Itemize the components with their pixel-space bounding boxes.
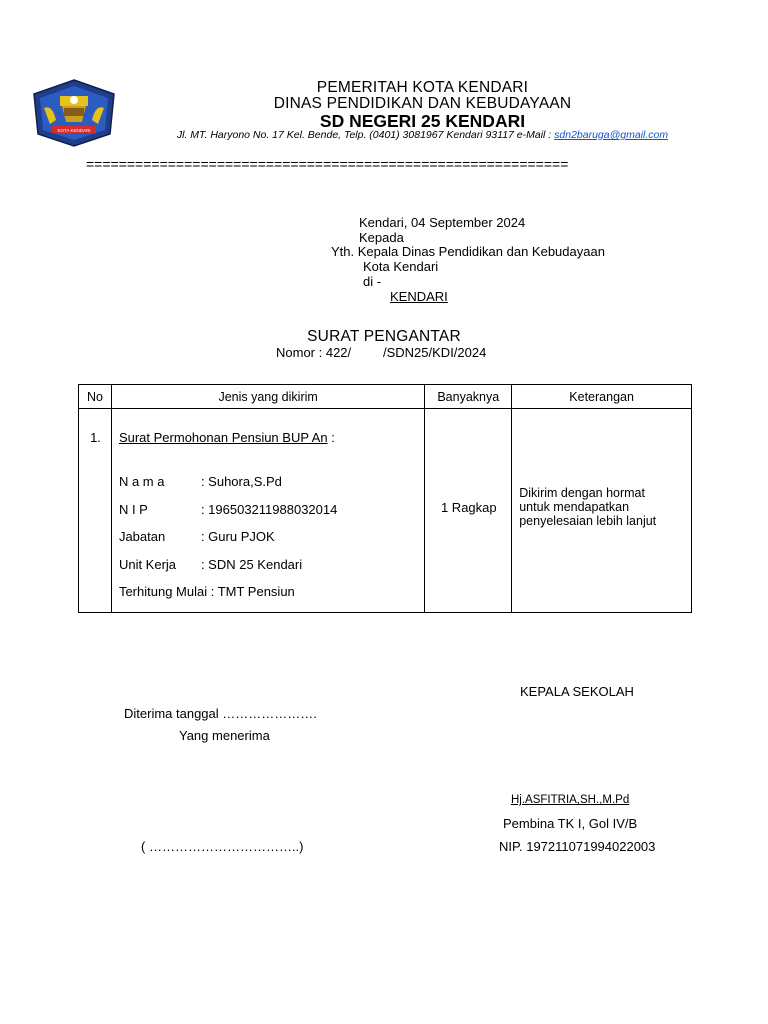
item-subject: Surat Permohonan Pensiun BUP An — [118, 430, 328, 445]
field-nama — [119, 474, 282, 489]
note-line: untuk mendapatkan — [519, 500, 630, 514]
received-date: Diterima tanggal …………………. — [124, 706, 317, 721]
receiver-signature-line: ( ……………………………..) — [141, 839, 304, 854]
field-value: : SDN 25 Kendari — [200, 557, 303, 572]
recipient-kepada: Kepada — [359, 230, 404, 245]
note-line: Dikirim dengan hormat — [519, 486, 645, 500]
letter-date: Kendari, 04 September 2024 — [359, 215, 526, 230]
field-jabatan — [119, 529, 275, 544]
header-separator: =========================================================== — [86, 156, 569, 172]
email-link[interactable]: sdn2baruga@gmail.com — [554, 129, 669, 141]
letter-number-label: Nomor : 422/ — [276, 345, 352, 360]
note-line: penyelesaian lebih lanjut — [519, 514, 657, 528]
field-value: : 196503211988032014 — [200, 502, 338, 517]
logo-label: KOTA KENDARI — [57, 128, 91, 133]
row-number-cell — [79, 409, 112, 613]
field-value: : Guru PJOK — [200, 529, 275, 544]
field-unit-kerja — [119, 557, 302, 572]
table-row — [79, 409, 692, 613]
quantity-cell — [425, 409, 512, 613]
field-label: Unit Kerja — [118, 557, 177, 572]
city-emblem-logo — [30, 78, 118, 148]
head-title: KEPALA SEKOLAH — [520, 684, 634, 699]
col-header-no: No — [79, 385, 112, 409]
recipient-di: di - — [363, 274, 382, 289]
item-cell — [111, 409, 424, 613]
note-text — [519, 486, 656, 528]
head-name: Hj.ASFITRIA,SH.,M.Pd — [511, 794, 630, 806]
quantity-value: 1 Ragkap — [440, 500, 497, 515]
header-government: PEMERITAH KOTA KENDARI — [316, 79, 529, 96]
letter-title: SURAT PENGANTAR — [307, 328, 461, 345]
head-nip: NIP. 197211071994022003 — [499, 839, 656, 854]
shipment-table — [78, 384, 692, 613]
header-address — [150, 129, 695, 141]
header-school-name: SD NEGERI 25 KENDARI — [319, 111, 526, 131]
field-label: N a m a — [118, 474, 165, 489]
head-rank: Pembina TK I, Gol IV/B — [503, 816, 638, 831]
field-label: N I P — [118, 502, 148, 517]
field-terhitung: Terhitung Mulai : TMT Pensiun — [118, 584, 295, 599]
col-header-quantity: Banyaknya — [425, 385, 512, 409]
recipient-city: Kota Kendari — [363, 259, 439, 274]
item-subject-colon: : — [327, 430, 335, 445]
letter-number-suffix: /SDN25/KDI/2024 — [383, 345, 487, 360]
field-label: Jabatan — [118, 529, 166, 544]
item-subject-line — [119, 430, 335, 445]
field-nip — [119, 502, 337, 517]
note-cell — [512, 409, 692, 613]
row-number: 1. — [90, 430, 101, 445]
table-header-row — [79, 385, 692, 409]
col-header-item: Jenis yang dikirim — [111, 385, 424, 409]
field-value: : Suhora,S.Pd — [200, 474, 282, 489]
recipient-place: KENDARI — [390, 289, 448, 304]
recipient-yth: Yth. Kepala Dinas Pendidikan dan Kebudayaan — [331, 244, 605, 259]
receiver-title: Yang menerima — [179, 728, 270, 743]
address-text: Jl. MT. Haryono No. 17 Kel. Bende, Telp. (0401) 3081967 Kendari 93117 e-Mail : — [176, 129, 555, 141]
header-department: DINAS PENDIDIKAN DAN KEBUDAYAAN — [273, 95, 572, 112]
col-header-note: Keterangan — [512, 385, 692, 409]
